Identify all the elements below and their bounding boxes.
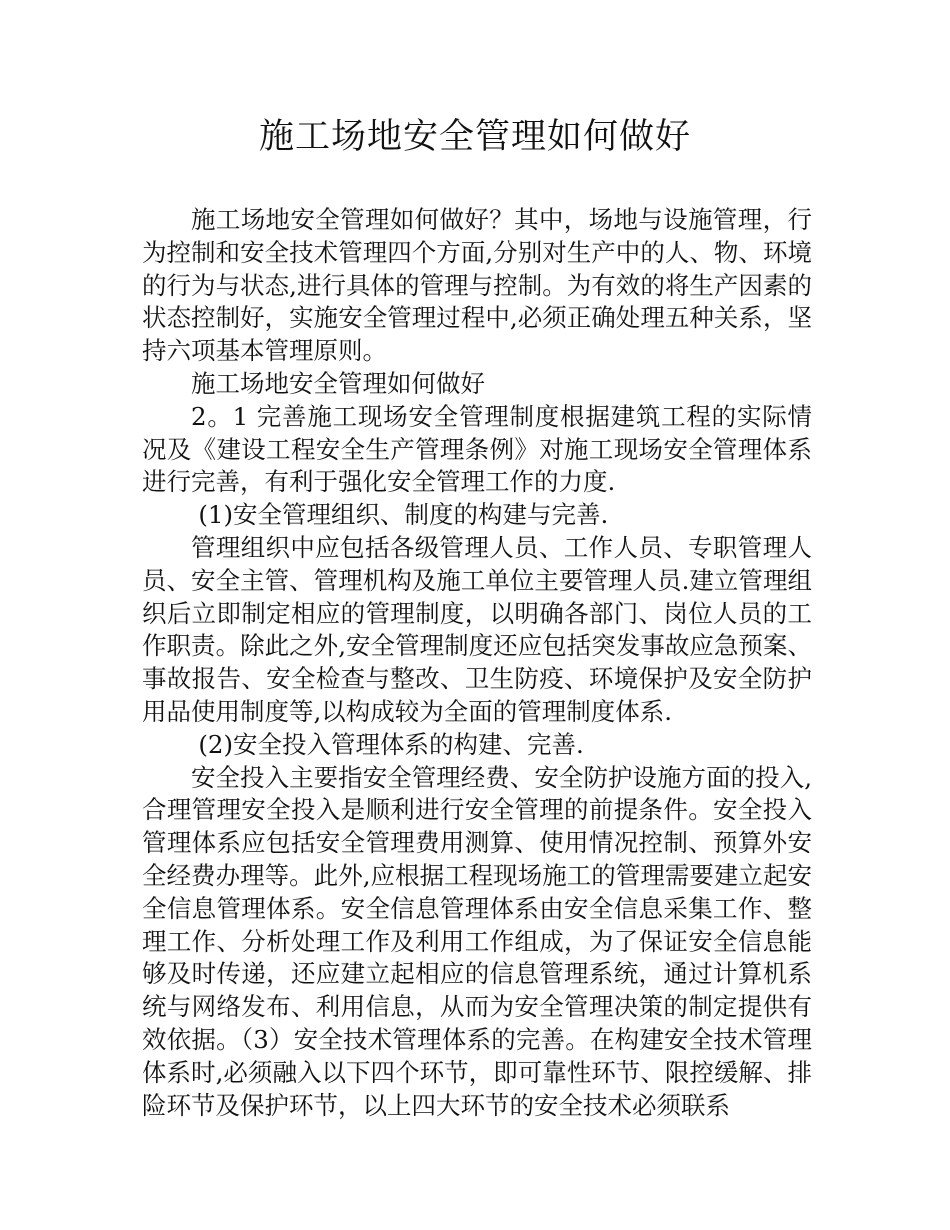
paragraph-section-2-1: 2。1 完善施工现场安全管理制度根据建筑工程的实际情况及《建设工程安全生产管理条例》对施工现场安全管理体系进行完善，有利于强化安全管理工作的力度. [142,401,812,497]
paragraph-intro: 施工场地安全管理如何做好？其中，场地与设施管理，行为控制和安全技术管理四个方面,分别对生产中的人、物、环境的行为与状态,进行具体的管理与控制。为有效的将生产因素的状态控制好，实施安全管理过程中,必须正确处理五种关系，坚持六项基本管理原则。 [142,205,812,366]
paragraph-item-2-body: 安全投入主要指安全管理经费、安全防护设施方面的投入,合理管理安全投入是顺利进行安全管理的前提条件。安全投入管理体系应包括安全管理费用测算、使用情况控制、预算外安全经费办理等。此外,应根据工程现场施工的管理需要建立起安全信息管理体系。安全信息管理体系由安全信息采集工作、整理工作、分析处理工作及利用工作组成，为了保证安全信息能够及时传递，还应建立起相应的信息管理系统，通过计算机系统与网络发布、利用信息，从而为安全管理决策的制定提供有效依据。（3）安全技术管理体系的完善。在构建安全技术管理体系时,必须融入以下四个环节，即可靠性环节、限控缓解、排险环节及保护环节，以上四大环节的安全技术必须联系 [142,762,812,1120]
document-body [142,204,812,1122]
paragraph-heading: 施工场地安全管理如何做好 [191,368,485,398]
document-title: 施工场地安全管理如何做好 [258,117,691,157]
paragraph-item-2-heading: (2)安全投入管理体系的构建、完善. [198,729,584,759]
paragraph-item-1-heading: (1)安全管理组织、制度的构建与完善. [198,500,609,530]
paragraph-item-1-body: 管理组织中应包括各级管理人员、工作人员、专职管理人员、安全主管、管理机构及施工单位主要管理人员.建立管理组织后立即制定相应的管理制度，以明确各部门、岗位人员的工作职责。除此之外,安全管理制度还应包括突发事故应急预案、事故报告、安全检查与整改、卫生防疫、环境保护及安全防护用品使用制度等,以构成较为全面的管理制度体系. [142,532,812,726]
